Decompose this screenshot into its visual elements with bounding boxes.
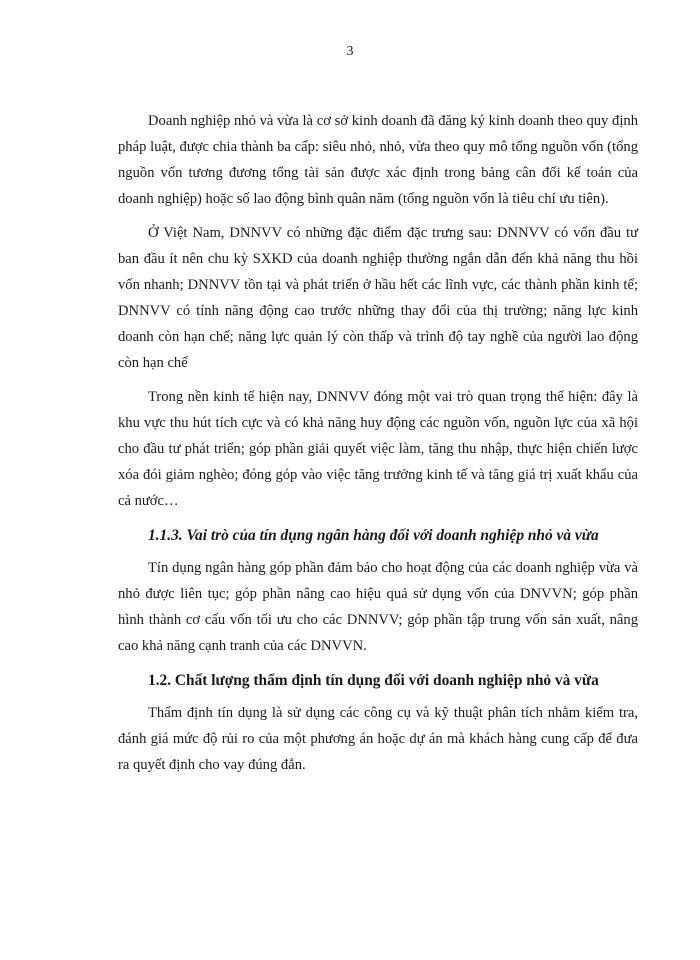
page-number: 3 bbox=[346, 44, 354, 59]
heading-1-1-3: 1.1.3. Vai trò của tín dụng ngân hàng đối với doanh nghiệp nhỏ và vừa bbox=[148, 527, 599, 544]
paragraph-credit-appraisal: Thẩm định tín dụng là sử dụng các công cụ và kỹ thuật phân tích nhằm kiểm tra, đánh giá mức độ rủi ro của một phương án hoặc dự án mà khách hàng cung cấp để đưa ra quyết định cho vay đúng đắn. bbox=[118, 705, 638, 773]
document-body bbox=[118, 108, 638, 786]
paragraph-sme-characteristics: Ở Việt Nam, DNNVV có những đặc điểm đặc trưng sau: DNNVV có vốn đầu tư ban đầu ít nên chu kỳ SXKD của doanh nghiệp thường ngắn dẫn đến khả năng thu hồi vốn nhanh; DNNVV tồn tại và phát triển ở hầu hết các lĩnh vực, các thành phần kinh tế; DNNVV có tính năng động cao trước những thay đổi của thị trường; năng lực kinh doanh còn hạn chế; năng lực quản lý còn thấp và trình độ tay nghề của người lao động còn hạn chế bbox=[118, 225, 638, 371]
paragraph-sme-definition: Doanh nghiệp nhỏ và vừa là cơ sở kinh doanh đã đăng ký kinh doanh theo quy định pháp luật, được chia thành ba cấp: siêu nhỏ, nhỏ, vừa theo quy mô tổng nguồn vốn (tổng nguồn vốn tương đương tổng tài sản được xác định trong bảng cân đối kế toán của doanh nghiệp) hoặc số lao động bình quân năm (tổng nguồn vốn là tiêu chí ưu tiên). bbox=[118, 113, 638, 207]
paragraph-sme-role: Trong nền kinh tế hiện nay, DNNVV đóng một vai trò quan trọng thể hiện: đây là khu vực thu hút tích cực và có khả năng huy động các nguồn vốn, nguồn lực của xã hội cho đầu tư phát triển; góp phần giải quyết việc làm, tăng thu nhập, thực hiện chiến lược xóa đói giảm nghèo; đóng góp vào việc tăng trưởng kinh tế và tăng giá trị xuất khẩu của cả nước… bbox=[118, 389, 638, 509]
paragraph-bank-credit-role: Tín dụng ngân hàng góp phần đảm bảo cho hoạt động của các doanh nghiệp vừa và nhỏ được liên tục; góp phần nâng cao hiệu quả sử dụng vốn của DNVVN; góp phần hình thành cơ cấu vốn tối ưu cho các DNNVV; góp phần tập trung vốn sản xuất, nâng cao khả năng cạnh tranh của các DNVVN. bbox=[118, 560, 638, 654]
heading-1-2: 1.2. Chất lượng thẩm định tín dụng đối với doanh nghiệp nhỏ và vừa bbox=[148, 672, 599, 689]
